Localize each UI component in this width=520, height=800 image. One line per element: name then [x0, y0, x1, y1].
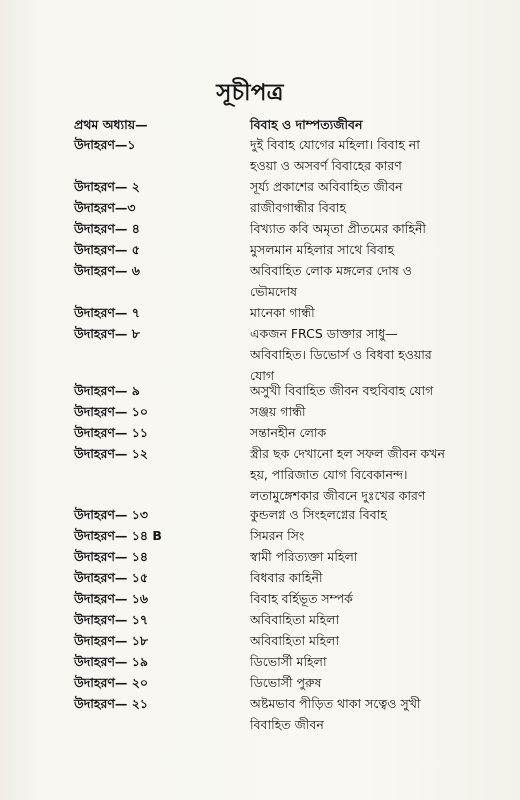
toc-row	[0, 588, 520, 609]
toc-row	[0, 546, 520, 567]
toc-entry-title	[250, 239, 502, 260]
toc-entry-title	[250, 546, 502, 567]
toc-entry-title-line: রাজীবগান্ধীর বিবাহ	[250, 200, 347, 215]
toc-entry-title-line: ডিভোর্সী মহিলা	[250, 654, 327, 669]
toc-row	[0, 504, 520, 525]
toc-entry-title	[250, 588, 502, 609]
toc-entry-title	[250, 504, 502, 525]
toc-entry-title-line: স্ত্রীর ছক দেখানো হল সফল জীবন কখন	[250, 446, 445, 461]
toc-entry-label: উদাহরণ— ৯	[74, 383, 140, 398]
toc-entry-label: উদাহরণ— ১০	[74, 404, 149, 419]
toc-row	[0, 323, 520, 386]
toc-row	[0, 672, 520, 693]
toc-entry-label: উদাহরণ— ১৬	[74, 591, 149, 606]
toc-row	[0, 422, 520, 443]
toc-entry-title	[250, 323, 502, 386]
toc-row	[0, 134, 520, 176]
toc-entry-title-line: অবিবাহিতা মহিলা	[250, 633, 340, 648]
toc-entry-label: উদাহরণ— ১৪	[74, 549, 149, 564]
toc-row	[0, 302, 520, 323]
toc-entry-label: উদাহরণ— ৭	[74, 305, 140, 320]
toc-entry-title-line: অবিবাহিতা মহিলা	[250, 612, 340, 627]
toc-entry-title	[250, 260, 502, 302]
toc-entry-title	[250, 609, 502, 630]
toc-entry-title	[250, 525, 502, 546]
toc-entry-label: উদাহরণ— ১২	[74, 446, 149, 461]
toc-entry-label: উদাহরণ— ১৯	[74, 654, 149, 669]
toc-entry-title-line: হওয়া ও অসবর্ণ বিবাহের কারণ	[250, 158, 402, 173]
toc-row	[0, 380, 520, 401]
toc-entry-title	[250, 218, 502, 239]
toc-entry-title-line: বিখ্যাত কবি অমৃতা প্রীতমের কাহিনী	[250, 221, 426, 236]
toc-entry-label: প্রথম অধ্যায়—	[74, 117, 148, 132]
toc-row	[0, 630, 520, 651]
toc-entry-label: উদাহরণ— ৮	[74, 326, 140, 341]
toc-entry-title-line: মানেকা গান্ধী	[250, 305, 315, 320]
toc-entry-title-line: দুই বিবাহ যোগের মহিলা। বিবাহ না	[250, 137, 420, 152]
toc-entry-title-line: বিবাহ বর্হিভূত সম্পর্ক	[250, 591, 353, 606]
toc-entry-title-line: স্বামী পরিত্যক্তা মহিলা	[250, 549, 358, 564]
toc-entry-title	[250, 401, 502, 422]
toc-entry-title-line: বিবাহ ও দাম্পত্যজীবন	[250, 117, 363, 132]
toc-entry-label: উদাহরণ— ২০	[74, 675, 149, 690]
toc-entry-label: উদাহরণ— ১৩	[74, 507, 149, 522]
toc-entry-title-line: সন্তানহীন লোক	[250, 425, 327, 440]
toc-entry-label: উদাহরণ— ৬	[74, 263, 140, 278]
toc-row	[0, 239, 520, 260]
toc-entry-title	[250, 672, 502, 693]
toc-entry-title	[250, 422, 502, 443]
toc-entry-title-line: ডিভোর্সী পুরুষ	[250, 675, 322, 690]
toc-entry-label: উদাহরণ—৩	[74, 200, 136, 215]
toc-entry-title-line: মুসলমান মহিলার সাথে বিবাহ	[250, 242, 395, 257]
toc-entry-title-line: বিধবার কাহিনী	[250, 570, 323, 585]
toc-row	[0, 567, 520, 588]
toc-entry-title-line: অসুখী বিবাহিত জীবন বহুবিবাহ যোগ	[250, 383, 434, 398]
toc-row	[0, 176, 520, 197]
toc-entry-label: উদাহরণ— ৪	[74, 221, 140, 236]
toc-entry-title-line: হয়, পারিজাত যোগ বিবেকানন্দ।	[250, 467, 408, 482]
toc-entry-label: উদাহরণ— ২	[74, 179, 140, 194]
page-title: সূচীপত্র	[216, 80, 284, 106]
toc-row	[0, 114, 520, 135]
toc-row	[0, 443, 520, 506]
toc-entry-title-line: অবিবাহিত। ডিভোর্স ও বিধবা হওয়ার	[250, 347, 432, 362]
toc-entry-label: উদাহরণ— ২১	[74, 696, 149, 711]
toc-row	[0, 525, 520, 546]
toc-entry-title-line: বিবাহিত জীবন	[250, 717, 324, 732]
toc-entry-label: উদাহরণ— ১৫	[74, 570, 149, 585]
toc-row	[0, 218, 520, 239]
toc-entry-label: উদাহরণ— ১১	[74, 425, 149, 440]
toc-entry-title	[250, 567, 502, 588]
toc-entry-title-line: কুন্ডলগ্ন ও সিংহলগ্নের বিবাহ	[250, 507, 387, 522]
toc-row	[0, 401, 520, 422]
toc-entry-title	[250, 651, 502, 672]
toc-entry-label: উদাহরণ— ১৭	[74, 612, 149, 627]
toc-entry-label: উদাহরণ— ১৮	[74, 633, 149, 648]
toc-entry-title-line: অষ্টমভাব পীড়িত থাকা সত্বেও সুখী	[250, 696, 421, 711]
toc-entry-title	[250, 380, 502, 401]
toc-entry-label: উদাহরণ—১	[74, 137, 136, 152]
toc-row	[0, 609, 520, 630]
toc-entry-title	[250, 693, 502, 735]
toc-row	[0, 260, 520, 302]
toc-entry-title	[250, 302, 502, 323]
toc-entry-title	[250, 134, 502, 176]
toc-entry-title	[250, 176, 502, 197]
toc-entry-title	[250, 630, 502, 651]
toc-row	[0, 693, 520, 735]
toc-row	[0, 197, 520, 218]
toc-entry-label: উদাহরণ— ৫	[74, 242, 140, 257]
toc-entry-title-line: যোগ	[250, 368, 275, 383]
toc-entry-title	[250, 197, 502, 218]
toc-entry-title-line: সিমরন সিং	[250, 528, 305, 543]
toc-entry-title-line: ভৌমদোষ	[250, 284, 298, 299]
toc-entry-title-line: লতামুঙ্গেশকার জীবনে দুঃখের কারণ	[250, 488, 426, 503]
toc-entry-title	[250, 114, 502, 135]
toc-entry-title-line: সূর্য্য প্রকাশের অবিবাহিত জীবন	[250, 179, 403, 194]
toc-row	[0, 651, 520, 672]
toc-entry-title-line: অবিবাহিত লোক মঙ্গলের দোষ ও	[250, 263, 412, 278]
toc-entry-title-line: একজন FRCS ডাক্তার সাধু—	[250, 326, 398, 341]
toc-entry-title-line: সঞ্জয় গান্ধী	[250, 404, 306, 419]
toc-entry-label: উদাহরণ— ১৪ B	[74, 528, 162, 543]
toc-entry-title	[250, 443, 502, 506]
